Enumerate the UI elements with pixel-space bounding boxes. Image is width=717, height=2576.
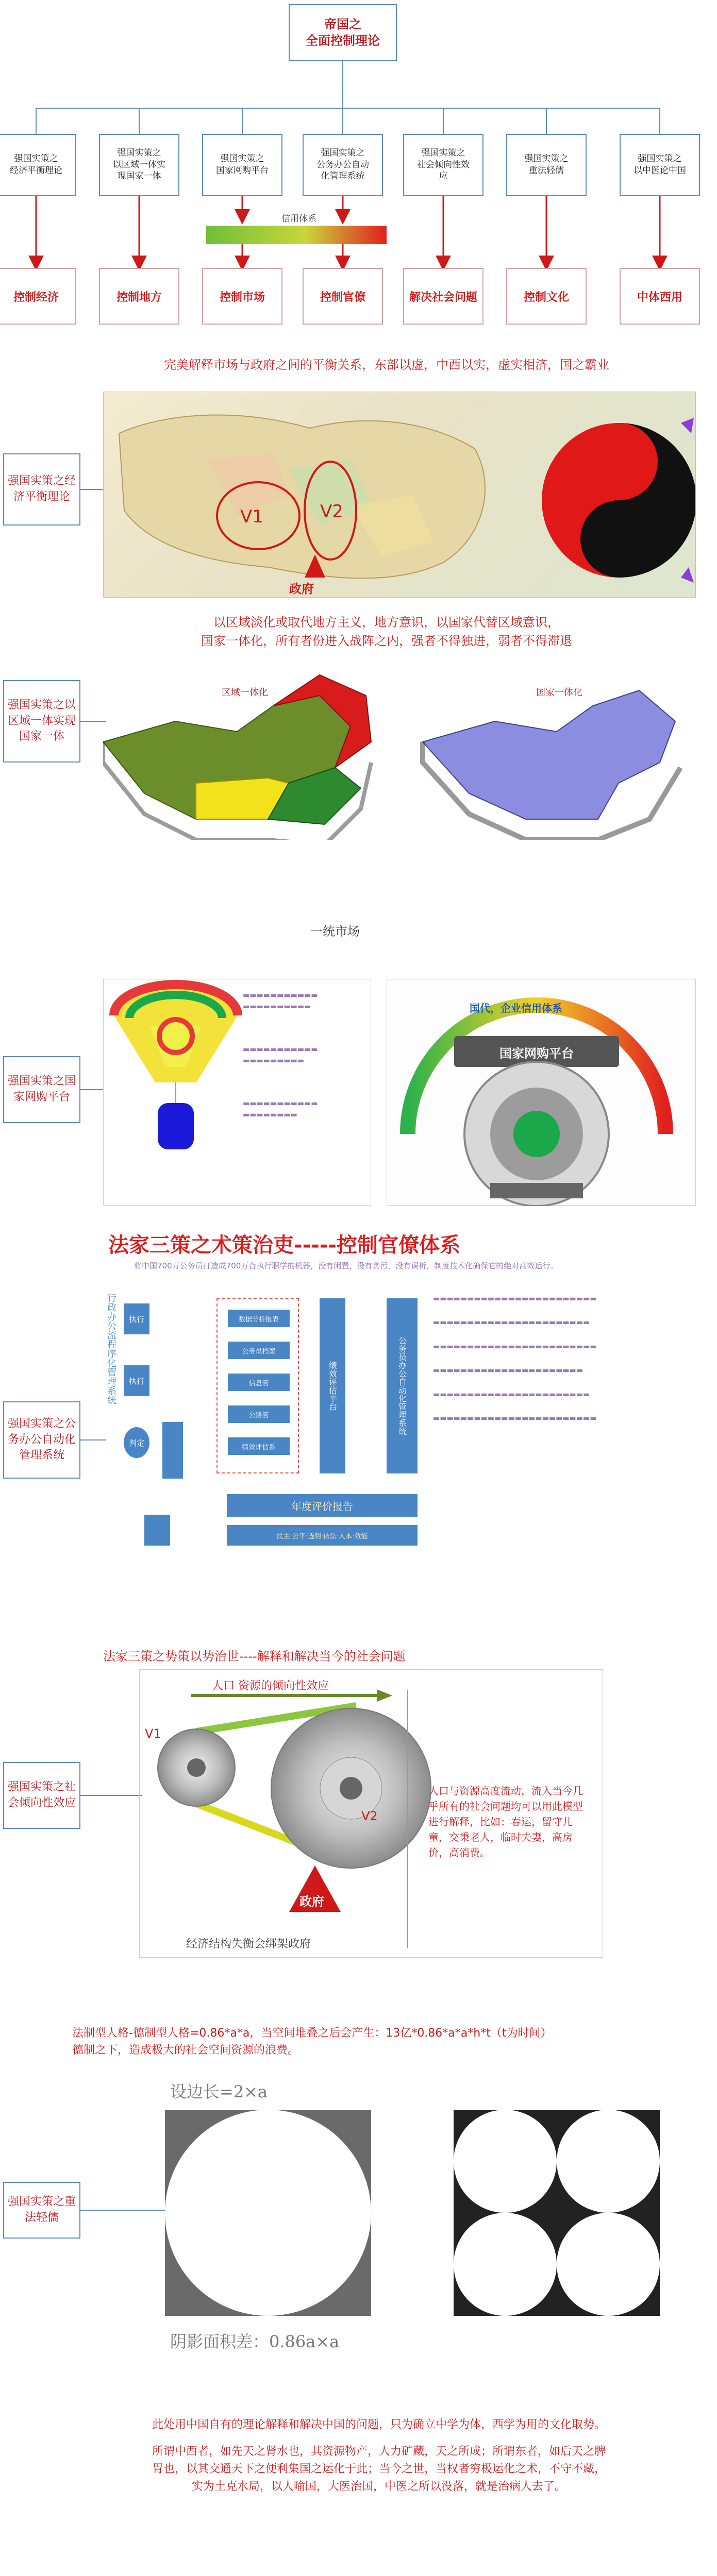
s4-right-bar xyxy=(387,1298,418,1473)
s5-v1-label: V1 xyxy=(145,1726,161,1741)
s3-left-panel xyxy=(103,979,371,1206)
s4-side-box xyxy=(3,1401,80,1479)
s2-maps-panel xyxy=(103,665,696,840)
strategy-box-line: 现国家一体 xyxy=(117,171,161,182)
strategy-box xyxy=(99,134,179,196)
s2-caption xyxy=(82,613,691,650)
strategy-box-line: 强国实策之 xyxy=(14,154,58,164)
strategy-box-line: 国家网购平台 xyxy=(216,165,269,176)
yin-yang-icon xyxy=(542,423,696,578)
s6-side-box xyxy=(3,2182,80,2239)
strategy-box-line: 公务办公自动 xyxy=(316,159,369,170)
s5-side-connector xyxy=(80,1793,142,1798)
s3-right-panel xyxy=(387,979,696,1206)
s4-subtitle: 将中国700万公务员打造成700万台执行职学的机器，没有闲置，没有贪污，没有误析，制度技术化确保它的绝对高效运行。 xyxy=(134,1261,558,1270)
s6-side-text: 强国实策之重法轻儒 xyxy=(7,2195,76,2224)
strategy-box-line: 重法轻儒 xyxy=(529,165,564,176)
strategy-box-line: 化管理系统 xyxy=(321,171,365,182)
s7-caption xyxy=(57,2416,701,2496)
s1-side-text: 强国实策之经济平衡理论 xyxy=(7,474,76,503)
s2-caption-line1: 以区域淡化或取代地方主义，地方意识，以国家代替区域意识， xyxy=(213,615,560,630)
s6-caption-line2: 德制之下，造成极大的社会空间资源的浪费。 xyxy=(72,2044,299,2057)
s4-bottom-bar2: 民主·公平·透明·依法·人本·效能 xyxy=(227,1525,418,1546)
strategy-box-line: 以区域一体实 xyxy=(113,159,165,170)
control-result-box: 控制市场 xyxy=(202,268,282,325)
s3-note-line: ▬▬▬▬▬▬▬▬▬▬▬ xyxy=(243,1099,318,1108)
s5-arrow-label: 人口 资源的倾向性效应 xyxy=(212,1680,329,1692)
s4-note-line: ▬▬▬▬▬▬▬▬▬▬▬▬▬▬▬▬▬▬▬▬▬▬▬ xyxy=(433,1390,590,1399)
s6-single-square xyxy=(165,2110,371,2316)
s2-caption-line2: 国家一体化，所有者份进入战阵之内，强者不得独进，弱者不得滞退 xyxy=(201,634,572,648)
s4-bottom-bar: 年度评价报告 xyxy=(227,1494,418,1517)
strategy-box xyxy=(620,134,700,196)
s5-v2-label: V2 xyxy=(361,1809,378,1823)
s1-caption: 完美解释市场与政府之间的平衡关系，东部以虚，中西以实，虚实相济，国之霸业 xyxy=(164,358,609,372)
s4-note-line: ▬▬▬▬▬▬▬▬▬▬▬▬▬▬▬▬▬▬▬▬▬▬ xyxy=(433,1366,583,1375)
s4-list-item[interactable]: 数据分析报表 xyxy=(228,1310,290,1327)
s4-list-item[interactable]: 绩效评估系 xyxy=(228,1437,290,1455)
side-blue-bar xyxy=(162,1422,183,1479)
strategy-box xyxy=(506,134,587,196)
s3-side-box xyxy=(3,1056,80,1123)
s6-single-circle xyxy=(165,2110,371,2316)
s3-left-notes xyxy=(243,990,361,1121)
s3-note-line: ▬▬▬▬▬▬▬▬▬▬▬ xyxy=(243,991,318,999)
s4-side-connector xyxy=(80,1437,106,1443)
strategy-box-line: 强国实策之 xyxy=(117,147,161,158)
s7-caption-line5: 实为土克水局，以人喻国，大医治国，中医之所以没落，就是治病人去了。 xyxy=(191,2480,566,2494)
s1-v2-label: V2 xyxy=(320,501,343,522)
s2-side-text: 强国实策之以区域一体实现国家一体 xyxy=(7,698,76,743)
strategy-box xyxy=(403,134,483,196)
judge-button[interactable]: 判定 xyxy=(124,1427,149,1458)
s4-panel xyxy=(103,1257,696,1607)
s1-map-panel xyxy=(103,392,696,598)
s2-left-label: 区域一体化 xyxy=(222,687,268,698)
s4-note-line: ▬▬▬▬▬▬▬▬▬▬▬▬▬▬▬▬▬▬▬▬▬▬▬▬ xyxy=(433,1414,597,1422)
s4-notes xyxy=(433,1293,691,1424)
s5-title: 法家三策之势策以势治世----解释和解决当今的社会问题 xyxy=(103,1649,406,1664)
s6-side-connector xyxy=(80,2208,168,2213)
s4-mid-label: 绩效评估平台 xyxy=(327,1361,338,1411)
national-map xyxy=(423,690,680,840)
s1-side-box xyxy=(3,453,80,526)
s6-bottom-label: 阴影面积差：0.86a×a xyxy=(170,2332,340,2351)
s4-mid-bar xyxy=(320,1298,345,1473)
s3-note-line: ▬▬▬▬▬▬▬▬ xyxy=(243,1110,297,1119)
s5-note: 人口与资源高度流动，流入当今几乎所有的社会问题均可以用此模型进行解释，比如：春运，留守儿童，交秉老人，临时夫妻，高房价，高消费。 xyxy=(428,1785,583,1859)
s5-side-text: 强国实策之社会倾向性效应 xyxy=(7,1781,76,1809)
s3-side-text: 强国实策之国家网购平台 xyxy=(7,1075,76,1104)
s6-circle-tr xyxy=(557,2110,660,2213)
control-result-box: 解决社会问题 xyxy=(403,268,483,325)
s3-note-line: ▬▬▬▬▬▬▬▬▬▬ xyxy=(243,1003,311,1011)
control-result-box: 中体西用 xyxy=(620,268,700,325)
s4-list-item[interactable]: 公路管 xyxy=(228,1405,290,1423)
s4-list-item[interactable]: 信息管 xyxy=(228,1374,290,1391)
exec-button-2[interactable]: 执行 xyxy=(124,1365,149,1396)
s2-maps-svg xyxy=(103,665,696,840)
s6-caption xyxy=(72,2025,701,2059)
strategy-box-line: 强国实策之 xyxy=(220,154,264,164)
s3-title: 一统市场 xyxy=(310,924,360,939)
s7-caption-line4: 胃也，以其交通天下之便利集国之运化于此；当今之世，当权者穷极运化之术，不守不藏， xyxy=(152,2463,606,2476)
s5-side-box xyxy=(3,1762,80,1829)
s4-note-line: ▬▬▬▬▬▬▬▬▬▬▬▬▬▬▬▬▬▬▬▬▬▬▬ xyxy=(433,1318,590,1327)
s1-map-svg xyxy=(104,392,696,598)
s6-top-label: 设边长=2×a xyxy=(170,2082,268,2102)
s3-side-connector xyxy=(80,1087,106,1092)
s4-note-line: ▬▬▬▬▬▬▬▬▬▬▬▬▬▬▬▬▬▬▬▬▬▬▬▬ xyxy=(433,1295,597,1303)
s4-side-text: 强国实策之公务办公自动化管理系统 xyxy=(7,1417,76,1462)
s4-left-foot-bar xyxy=(144,1515,170,1546)
control-result-box: 控制文化 xyxy=(506,268,587,325)
strategy-box-line: 社会倾向性效 xyxy=(417,159,470,170)
credit-label: 信用体系 xyxy=(281,214,316,224)
strategy-box-line: 强国实策之 xyxy=(638,154,682,164)
s2-side-connector xyxy=(80,719,106,724)
strategy-box-line: 强国实策之 xyxy=(421,147,465,158)
s4-vertical-label: 行政办公流程序化管理系统 xyxy=(106,1293,116,1404)
s5-gov-label: 政府 xyxy=(299,1894,324,1909)
s4-list-item[interactable]: 公务员档案 xyxy=(228,1342,290,1359)
s6-four-square xyxy=(454,2110,660,2316)
s6-caption-line1: 法制型人格-德制型人格=0.86*a*a，当空间堆叠之后会产生：13亿*0.86*a*a*h*t（t为时间） xyxy=(72,2027,552,2040)
strategy-box xyxy=(0,134,76,196)
s7-caption-line3: 所谓中西者，如先天之肾水也，其资源物产，人力矿藏，天之所成；所谓东者，如后天之脾 xyxy=(152,2445,606,2459)
regional-map xyxy=(103,675,371,840)
s3-logo-text: 国家网购平台 xyxy=(499,1046,574,1061)
s1-side-connector xyxy=(80,487,106,492)
s7-caption-line2 xyxy=(57,2434,701,2443)
s4-right-label: 公务员办公自动化管理系统 xyxy=(397,1336,407,1435)
s4-note-line: ▬▬▬▬▬▬▬▬▬▬▬▬▬▬▬▬▬▬▬▬▬▬▬▬ xyxy=(433,1342,597,1351)
s2-side-box xyxy=(3,680,80,762)
s3-note-line: ▬▬▬▬▬▬▬▬▬▬▬ xyxy=(243,1045,318,1054)
strategy-box-line: 经济平衡理论 xyxy=(10,165,62,176)
s7-caption-line1: 此处用中国自有的理论解释和解决中国的问题，只为确立中学为体，西学为用的文化取势。 xyxy=(152,2418,606,2431)
control-result-box: 控制经济 xyxy=(0,268,76,325)
s3-note-line: ▬▬▬▬▬▬▬▬▬ xyxy=(243,1057,305,1065)
s4-list-box xyxy=(216,1298,299,1473)
strategy-box-line: 以中医论中国 xyxy=(633,165,686,176)
s3-arc-text: 国代，企业信用体系 xyxy=(470,1002,562,1014)
exec-button-1[interactable]: 执行 xyxy=(124,1303,149,1334)
strategy-box-line: 强国实策之 xyxy=(321,147,365,158)
strategy-box xyxy=(303,134,383,196)
control-result-box: 控制官僚 xyxy=(303,268,383,325)
s5-panel xyxy=(139,1669,603,1958)
s6-circle-br xyxy=(557,2213,660,2316)
s2-right-label: 国家一体化 xyxy=(536,687,582,698)
s6-circle-tl xyxy=(454,2110,557,2213)
s1-v1-label: V1 xyxy=(240,506,263,527)
top-title-line1: 帝国之 xyxy=(324,16,361,31)
strategy-box-line: 强国实策之 xyxy=(524,154,569,164)
s5-footer: 经济结构失衡会绑架政府 xyxy=(186,1938,311,1951)
strategy-box-line: 应 xyxy=(439,171,448,182)
s4-title: 法家三策之术策治吏-----控制官僚体系 xyxy=(108,1233,461,1257)
control-result-box: 控制地方 xyxy=(99,268,179,325)
s6-circle-bl xyxy=(454,2213,557,2316)
top-title-line2: 全面控制理论 xyxy=(306,33,380,48)
strategy-box xyxy=(202,134,282,196)
s1-gov-label: 政府 xyxy=(289,582,314,596)
